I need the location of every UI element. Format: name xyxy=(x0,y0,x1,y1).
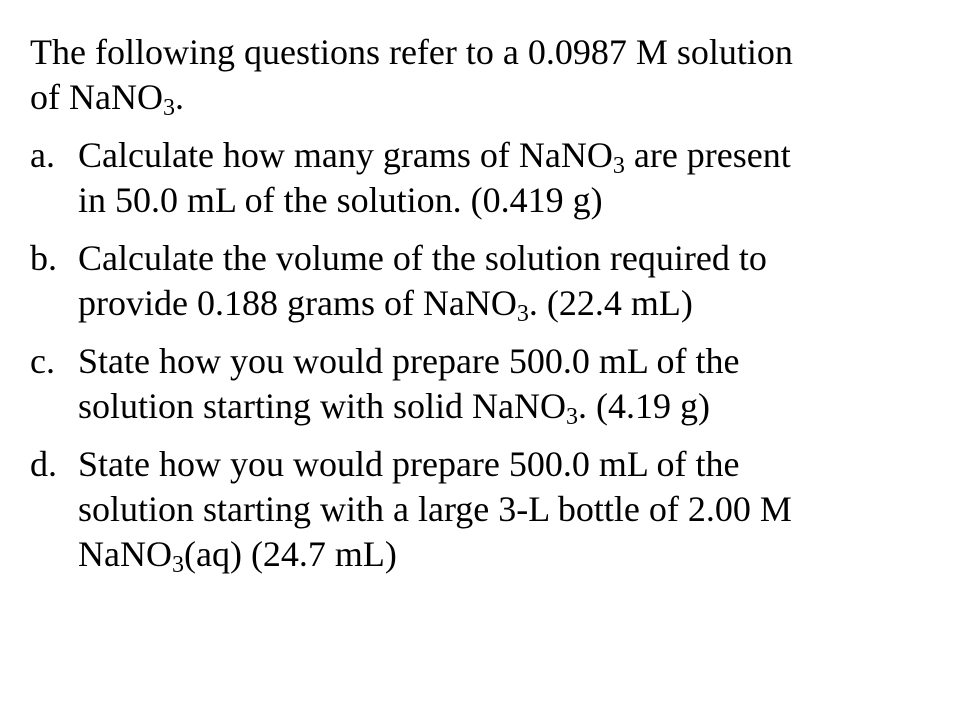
question-d xyxy=(30,442,945,577)
question-text: . (4.19 g) xyxy=(578,386,710,426)
question-text: are present xyxy=(624,135,791,175)
question-marker: b. xyxy=(30,238,57,278)
question-text: Calculate how many grams of NaNO xyxy=(78,135,613,175)
question-line xyxy=(78,532,945,577)
question-marker: a. xyxy=(30,135,55,175)
question-line: State how you would prepare 500.0 mL of the xyxy=(78,444,740,484)
question-marker: c. xyxy=(30,341,55,381)
question-line: State how you would prepare 500.0 mL of the xyxy=(78,341,740,381)
intro-text: . xyxy=(174,77,184,117)
question-text: provide 0.188 grams of NaNO xyxy=(78,283,517,323)
question-line xyxy=(78,281,945,326)
question-c xyxy=(30,339,945,429)
question-line: in 50.0 mL of the solution. (0.419 g) xyxy=(78,180,603,220)
question-text: (aq) (24.7 mL) xyxy=(183,534,397,574)
question-text: NaNO xyxy=(78,534,172,574)
intro-line-1: The following questions refer to a 0.0987 M solution xyxy=(30,32,793,72)
intro-text: of NaNO xyxy=(30,77,163,117)
slide-content xyxy=(30,30,945,590)
intro-line-2 xyxy=(30,75,945,121)
question-marker: d. xyxy=(30,444,57,484)
subscript: 3 xyxy=(566,404,578,430)
intro-paragraph xyxy=(30,30,945,120)
question-a xyxy=(30,133,945,223)
question-text: solution starting with solid NaNO xyxy=(78,386,566,426)
subscript: 3 xyxy=(171,552,184,578)
question-line xyxy=(78,384,945,429)
question-line: solution starting with a large 3-L bottle of 2.00 M xyxy=(78,489,792,529)
subscript: 3 xyxy=(516,301,529,327)
subscript: 3 xyxy=(162,95,175,121)
question-line: Calculate the volume of the solution required to xyxy=(78,238,767,278)
question-b xyxy=(30,236,945,326)
question-text: . (22.4 mL) xyxy=(528,283,693,323)
subscript: 3 xyxy=(612,153,625,179)
question-line xyxy=(78,133,945,178)
